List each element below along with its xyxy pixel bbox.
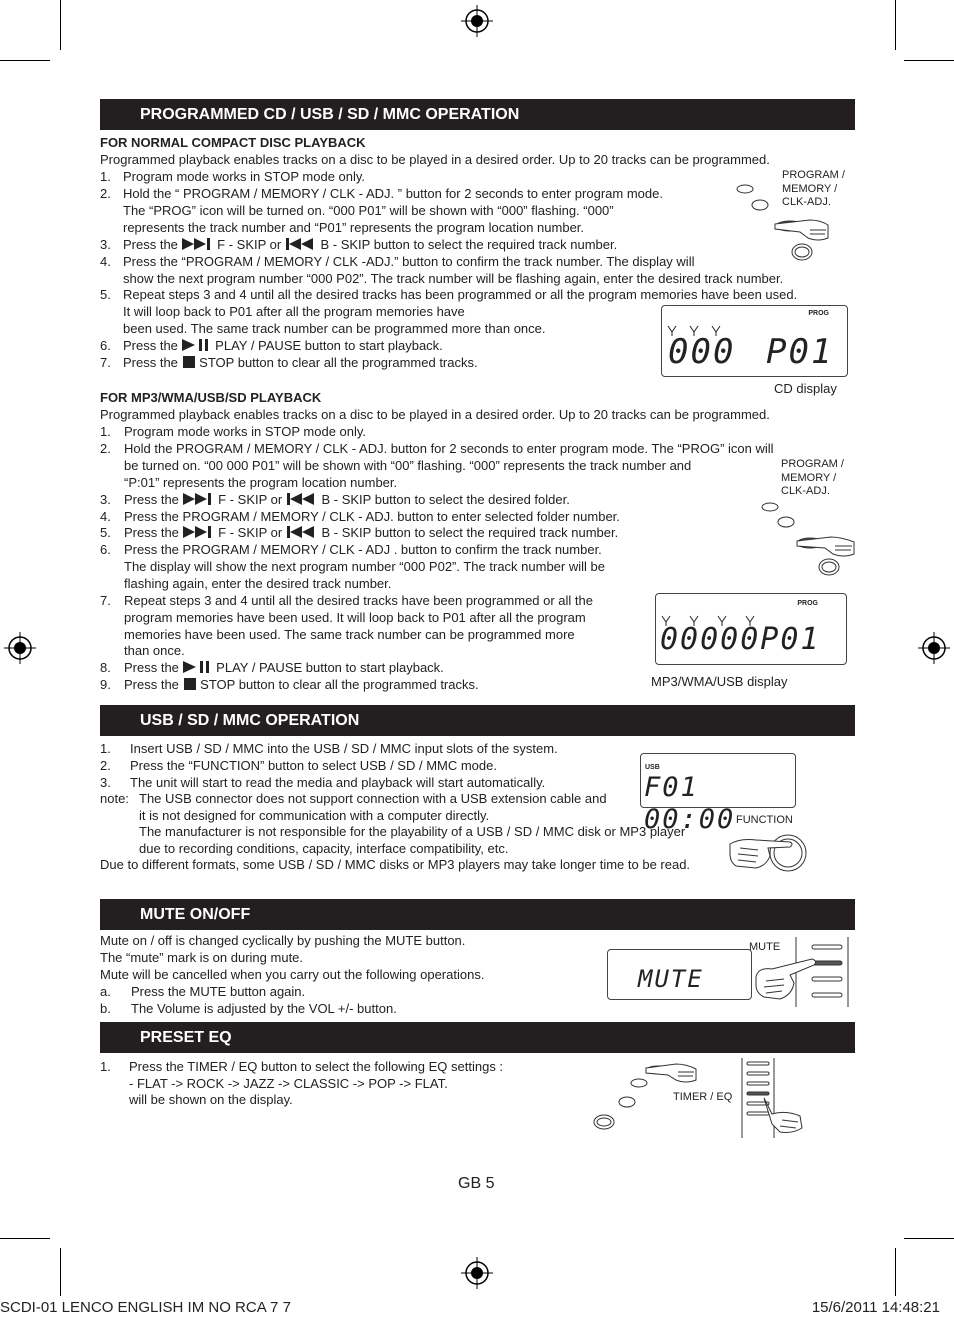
crop-mark [60, 1248, 61, 1296]
program-button-illustration [730, 180, 840, 265]
program-button-label: PROGRAM / MEMORY / CLK-ADJ. [781, 458, 844, 497]
registration-mark-icon [461, 5, 493, 37]
mp3-display-caption: MP3/WMA/USB display [651, 674, 788, 689]
crop-mark [895, 1248, 896, 1296]
pointing-hand-icon [797, 537, 854, 556]
crop-mark [60, 0, 61, 50]
section-heading-mute: MUTE ON/OFF [100, 899, 855, 930]
crop-mark [895, 0, 896, 50]
skip-back-icon [286, 525, 318, 539]
skip-back-icon [285, 237, 317, 251]
crop-mark [904, 60, 954, 61]
skip-forward-icon [183, 525, 215, 539]
page-number: GB 5 [458, 1175, 495, 1192]
stop-icon [182, 355, 196, 369]
registration-mark-icon [461, 1257, 493, 1289]
function-button-label: FUNCTION [736, 814, 793, 826]
registration-mark-icon [918, 632, 950, 664]
crop-mark [0, 1238, 50, 1239]
print-footer-left: SCDI-01 LENCO ENGLISH IM NO RCA 7 7 [0, 1299, 291, 1316]
prog-indicator: PROG [797, 600, 818, 607]
intro-mp3: Programmed playback enables tracks on a disc to be played in a desired order. Up to 20 tracks can be programmed. [100, 407, 770, 422]
cd-display [661, 305, 848, 377]
section-heading-eq: PRESET EQ [100, 1022, 855, 1053]
mp3-display [655, 593, 847, 665]
prog-indicator: PROG [808, 310, 829, 317]
skip-forward-icon [182, 237, 214, 251]
lcd-digits: F01 00:00 [644, 772, 736, 835]
subheading-mp3: FOR MP3/WMA/USB/SD PLAYBACK [100, 390, 322, 405]
skip-forward-icon [183, 492, 215, 506]
crop-mark [904, 1238, 954, 1239]
usb-indicator: USB [645, 764, 660, 771]
skip-back-icon [286, 492, 318, 506]
registration-mark-icon [4, 632, 36, 664]
lcd-mute-text: MUTE [638, 965, 704, 993]
stop-icon [183, 677, 197, 691]
section-heading-usb: USB / SD / MMC OPERATION [100, 705, 855, 736]
program-button-illustration [755, 497, 860, 582]
play-pause-icon [182, 338, 212, 352]
play-pause-icon [183, 660, 213, 674]
intro-cd: Programmed playback enables tracks on a disc to be played in a desired order. Up to 20 tracks can be programmed. [100, 152, 770, 167]
function-button-illustration [728, 830, 810, 875]
pointing-hand-icon [756, 959, 816, 999]
print-footer-right: 15/6/2011 14:48:21 [811, 1299, 940, 1316]
pointing-hand-icon [730, 840, 792, 869]
section-heading-programmed: PROGRAMMED CD / USB / SD / MMC OPERATION [100, 99, 855, 130]
eq-button-label: TIMER / EQ [673, 1091, 733, 1103]
pointing-hand-icon [775, 220, 828, 240]
pointing-hand-icon [646, 1064, 696, 1082]
subheading-cd: FOR NORMAL COMPACT DISC PLAYBACK [100, 135, 366, 150]
lcd-program-location: P01 [766, 332, 834, 372]
lcd-digits: 00000P01 [660, 622, 821, 657]
mute-display [607, 949, 752, 1000]
pointing-hand-icon [764, 1098, 802, 1133]
cd-display-caption: CD display [774, 381, 837, 396]
crop-mark [0, 60, 50, 61]
mute-button-label: MUTE [749, 941, 781, 953]
program-button-label: PROGRAM / MEMORY / CLK-ADJ. [782, 169, 845, 208]
lcd-track-number: 000 [668, 332, 736, 372]
timer-eq-button-illustration [736, 1058, 808, 1138]
mute-button-illustration [752, 937, 852, 1007]
